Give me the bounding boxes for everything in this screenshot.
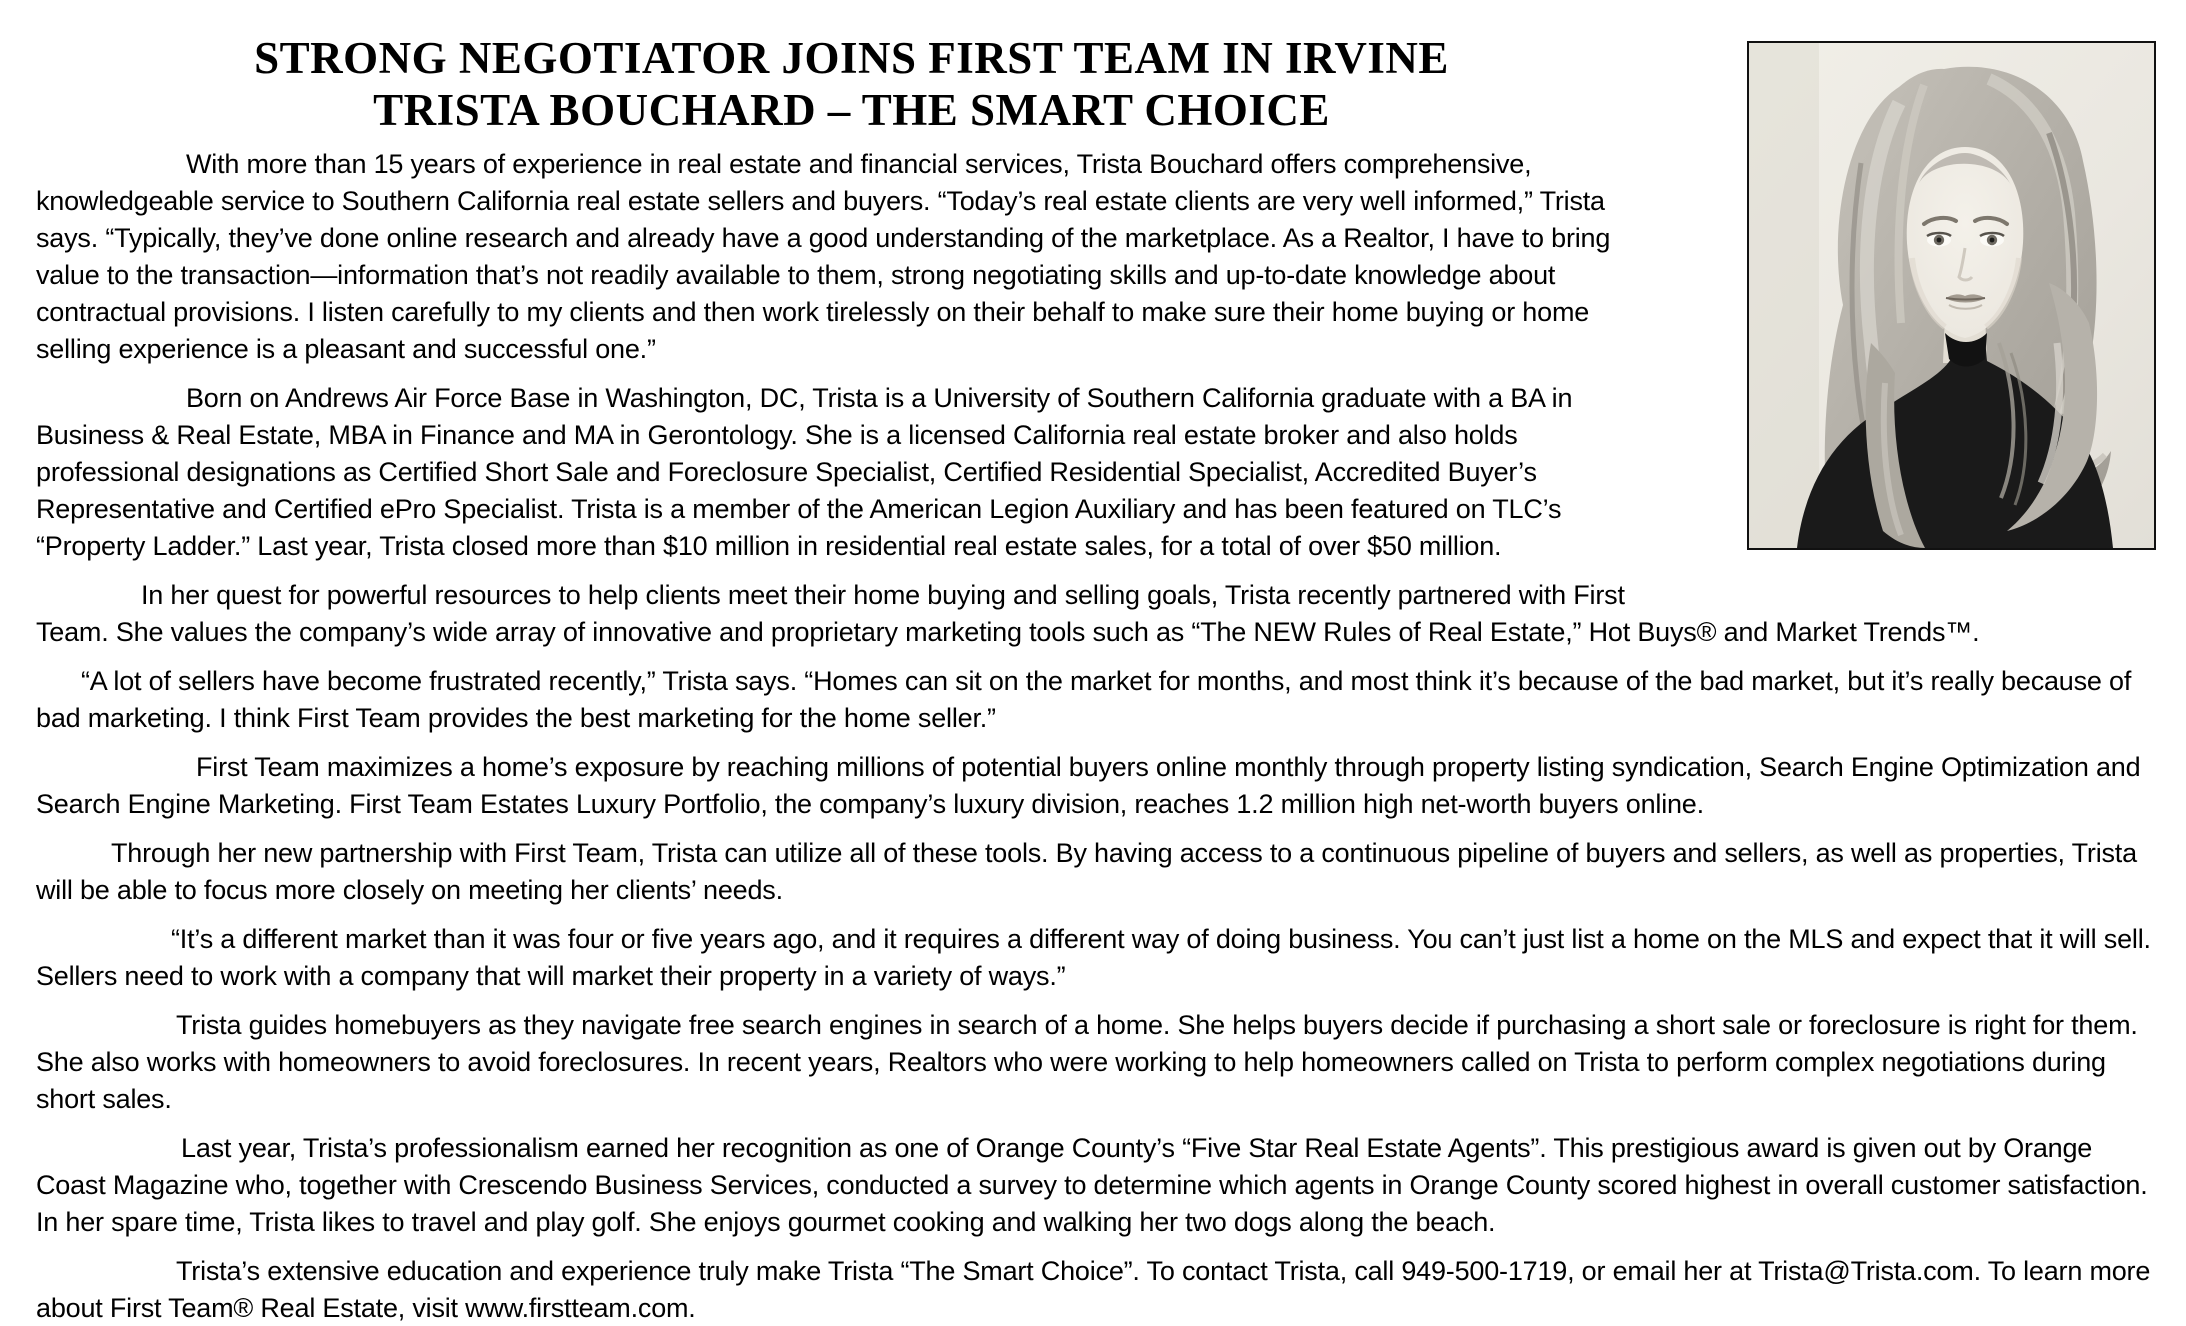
paragraph-5: First Team maximizes a home’s exposure by reaching millions of potential buyers online monthly through property listing syndication, Search Engine Optimization and Search Engine Marketing. First Team Estates Luxury Portfolio, the company’s luxury division, reaches 1.2 million high net-worth buyers online.: [36, 752, 2141, 819]
portrait-photo: [1747, 41, 2156, 550]
paragraph-2: Born on Andrews Air Force Base in Washington, DC, Trista is a University of Southern California graduate with a BA in Business & Real Estate, MBA in Finance and MA in Gerontology. She is a licensed California real estate broker and also holds professional designations as Certified Short Sale and Foreclosure Specialist, Certified Residential Specialist, Accredited Buyer’s Representative and Certified ePro Specialist. Trista is a member of the American Legion Auxiliary and has been featured on TLC’s “Property Ladder.” Last year, Trista closed more than $10 million in residential real estate sales, for a total of over $50 million.: [36, 383, 1573, 561]
headline-line-2: TRISTA BOUCHARD – THE SMART CHOICE: [373, 85, 1330, 135]
woman-portrait-image: [1749, 43, 2154, 548]
paragraph-9: Last year, Trista’s professionalism earned her recognition as one of Orange County’s “Five Star Real Estate Agents”. This prestigious award is given out by Orange Coast Magazine who, together with Crescendo Business Services, conducted a survey to determine which agents in Orange County scored highest in overall customer satisfaction. In her spare time, Trista likes to travel and play golf. She enjoys gourmet cooking and walking her two dogs along the beach.: [36, 1133, 2148, 1237]
paragraph-8: Trista guides homebuyers as they navigate free search engines in search of a home. She helps buyers decide if purchasing a short sale or foreclosure is right for them. She also works with homeowners to avoid foreclosures. In recent years, Realtors who were working to help homeowners called on Trista to perform complex negotiations during short sales.: [36, 1010, 2138, 1114]
paragraph-4: “A lot of sellers have become frustrated recently,” Trista says. “Homes can sit on the market for months, and most think it’s because of the bad market, but it’s really because of bad marketing. I think First Team provides the best marketing for the home seller.”: [36, 666, 2132, 733]
headline-line-1: STRONG NEGOTIATOR JOINS FIRST TEAM IN IRVINE: [254, 33, 1449, 83]
paragraph-1: With more than 15 years of experience in real estate and financial services, Trista Bouchard offers comprehensive, knowledgeable service to Southern California real estate sellers and buyers. “Today’s real estate clients are very well informed,” Trista says. “Typically, they’ve done online research and already have a good understanding of the marketplace. As a Realtor, I have to bring value to the transaction—information that’s not readily available to them, strong negotiating skills and up-to-date knowledge about contractual provisions. I listen carefully to my clients and then work tirelessly on their behalf to make sure their home buying or home selling experience is a pleasant and successful one.”: [36, 149, 1611, 364]
paragraph-6: Through her new partnership with First Team, Trista can utilize all of these tools. By having access to a continuous pipeline of buyers and sellers, as well as properties, Trista will be able to focus more closely on meeting her clients’ needs.: [36, 838, 2137, 905]
paragraph-10: Trista’s extensive education and experience truly make Trista “The Smart Choice”. To contact Trista, call 949-500-1719, or email her at Trista@Trista.com. To learn more about First Team® Real Estate, visit www.firstteam.com.: [36, 1256, 2151, 1323]
paragraph-3: In her quest for powerful resources to help clients meet their home buying and selling goals, Trista recently partnered with First Team. She values the company’s wide array of innovative and proprietary marketing tools such as “The NEW Rules of Real Estate,” Hot Buys® and Market Trends™.: [36, 580, 1980, 647]
paragraph-7: “It’s a different market than it was four or five years ago, and it requires a different way of doing business. You can’t just list a home on the MLS and expect that it will sell. Sellers need to work with a company that will market their property in a variety of ways.”: [36, 924, 2151, 991]
